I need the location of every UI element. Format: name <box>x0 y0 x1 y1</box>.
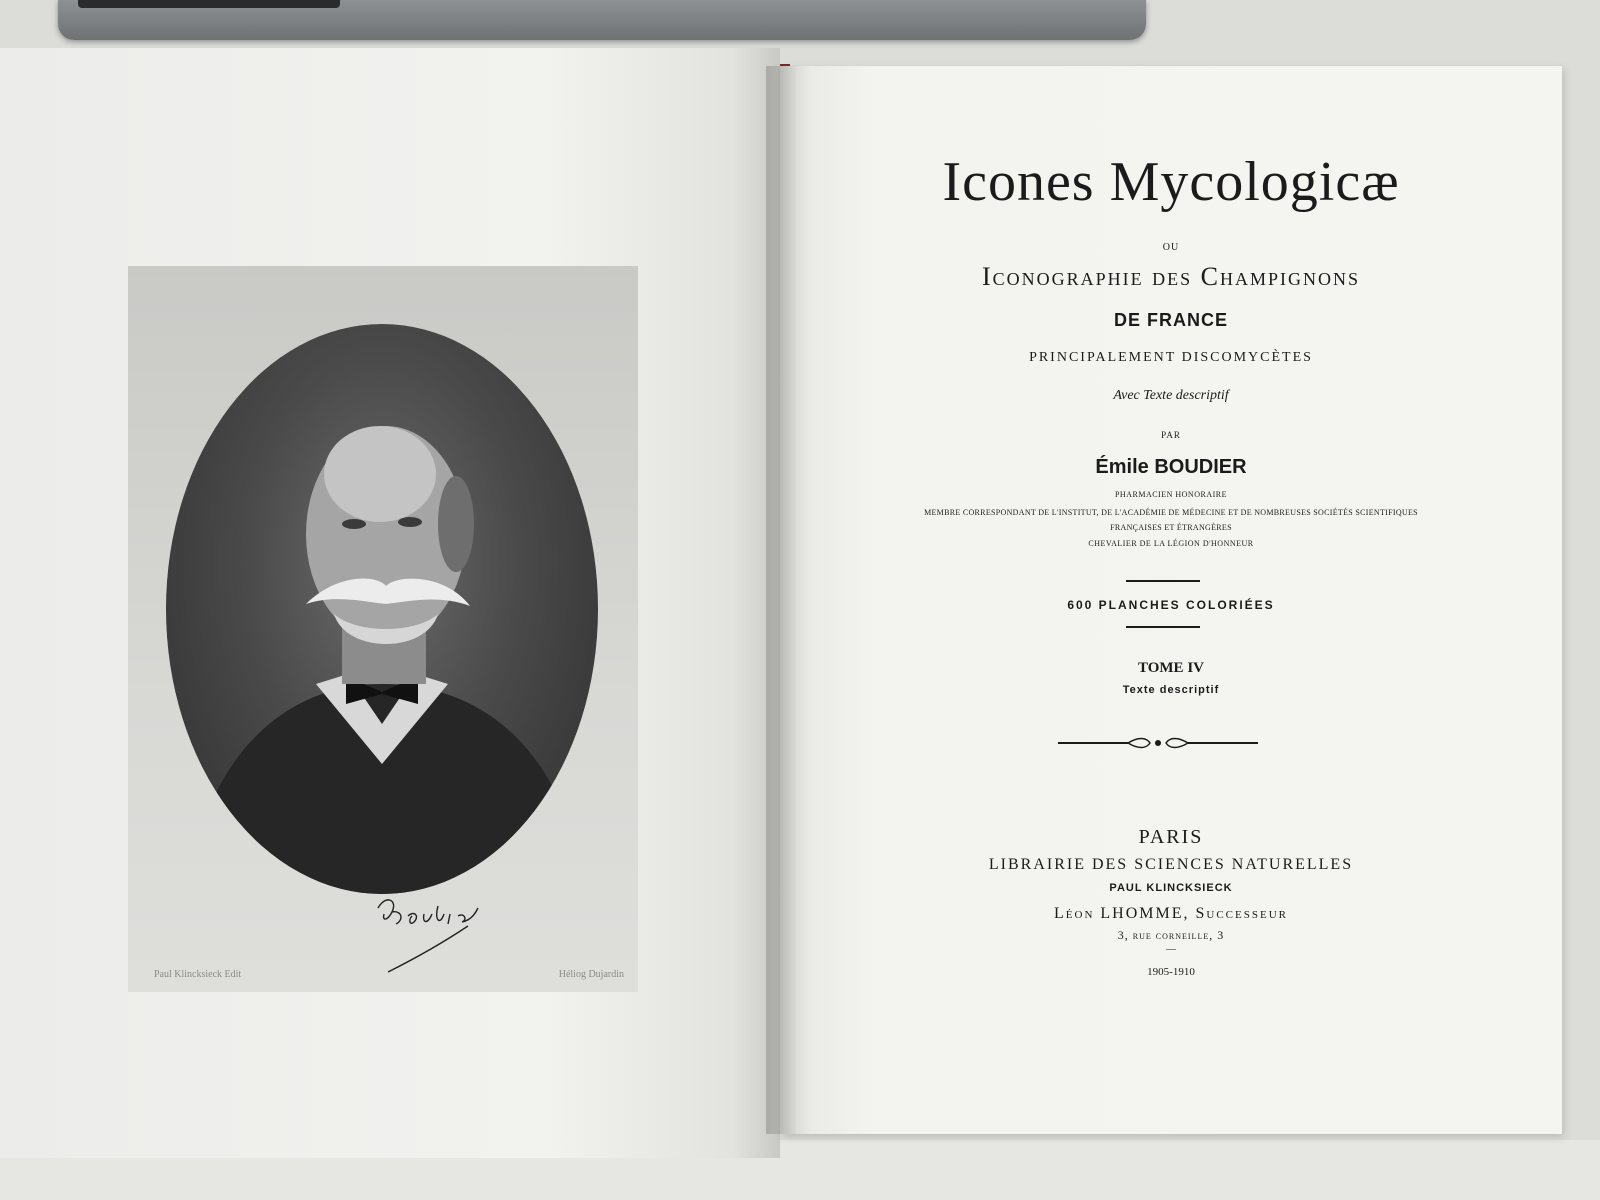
volume-number: TOME IV <box>1138 660 1204 676</box>
ornament-divider <box>1058 736 1258 750</box>
left-page <box>0 48 780 1158</box>
plate-credit-engraver: Héliog Dujardin <box>558 969 624 980</box>
author-honour: CHEVALIER DE LA LÉGION D'HONNEUR <box>1088 539 1254 548</box>
signature-boudier <box>368 886 488 976</box>
title-ou: OU <box>1162 242 1180 253</box>
imprint-klincksieck: PAUL KLINCKSIECK <box>1109 882 1233 894</box>
laptop-vent <box>78 0 340 8</box>
author-role: PHARMACIEN HONORAIRE <box>1114 490 1227 499</box>
rule-bottom <box>1126 626 1200 628</box>
subtitle-avec: Avec Texte descriptif <box>1113 388 1229 403</box>
book-title: Icones Mycologicæ <box>942 151 1400 213</box>
imprint-city: PARIS <box>1138 826 1204 848</box>
author-membership-2: FRANÇAISES ET ÉTRANGÈRES <box>1110 523 1232 532</box>
coat <box>186 684 586 894</box>
imprint-publisher: LIBRAIRIE DES SCIENCES NATURELLES <box>988 856 1354 873</box>
imprint-successor: Léon LHOMME, Successeur <box>1054 905 1288 922</box>
imprint-address: 3, rue corneille, 3 <box>1117 928 1225 942</box>
book-subtitle: Iconographie des Champignons <box>981 262 1361 291</box>
imprint-dash: — <box>1166 944 1176 955</box>
plate-credit-publisher: Paul Klincksieck Edit <box>154 969 242 980</box>
volume-content: Texte descriptif <box>1122 684 1220 696</box>
portrait-photo <box>166 324 598 894</box>
author-par: PAR <box>1161 430 1181 440</box>
plates-count: 600 PLANCHES COLORIÉES <box>1067 598 1275 612</box>
laptop-edge <box>58 0 1146 40</box>
imprint-years: 1905-1910 <box>1147 966 1195 978</box>
portrait-plate <box>128 266 638 992</box>
portrait-oval <box>166 324 598 894</box>
author-name: Émile BOUDIER <box>1095 456 1247 478</box>
rule-top <box>1126 580 1200 582</box>
subtitle-de-france: DE FRANCE <box>1113 310 1228 330</box>
subtitle-principal: PRINCIPALEMENT DISCOMYCÈTES <box>1029 350 1313 365</box>
author-membership: MEMBRE CORRESPONDANT DE L'INSTITUT, DE L'ACADÉMIE DE MÉDECINE ET DE NOMBREUSES SOCIÉTÉS SCIENTIFIQUES <box>924 508 1418 517</box>
